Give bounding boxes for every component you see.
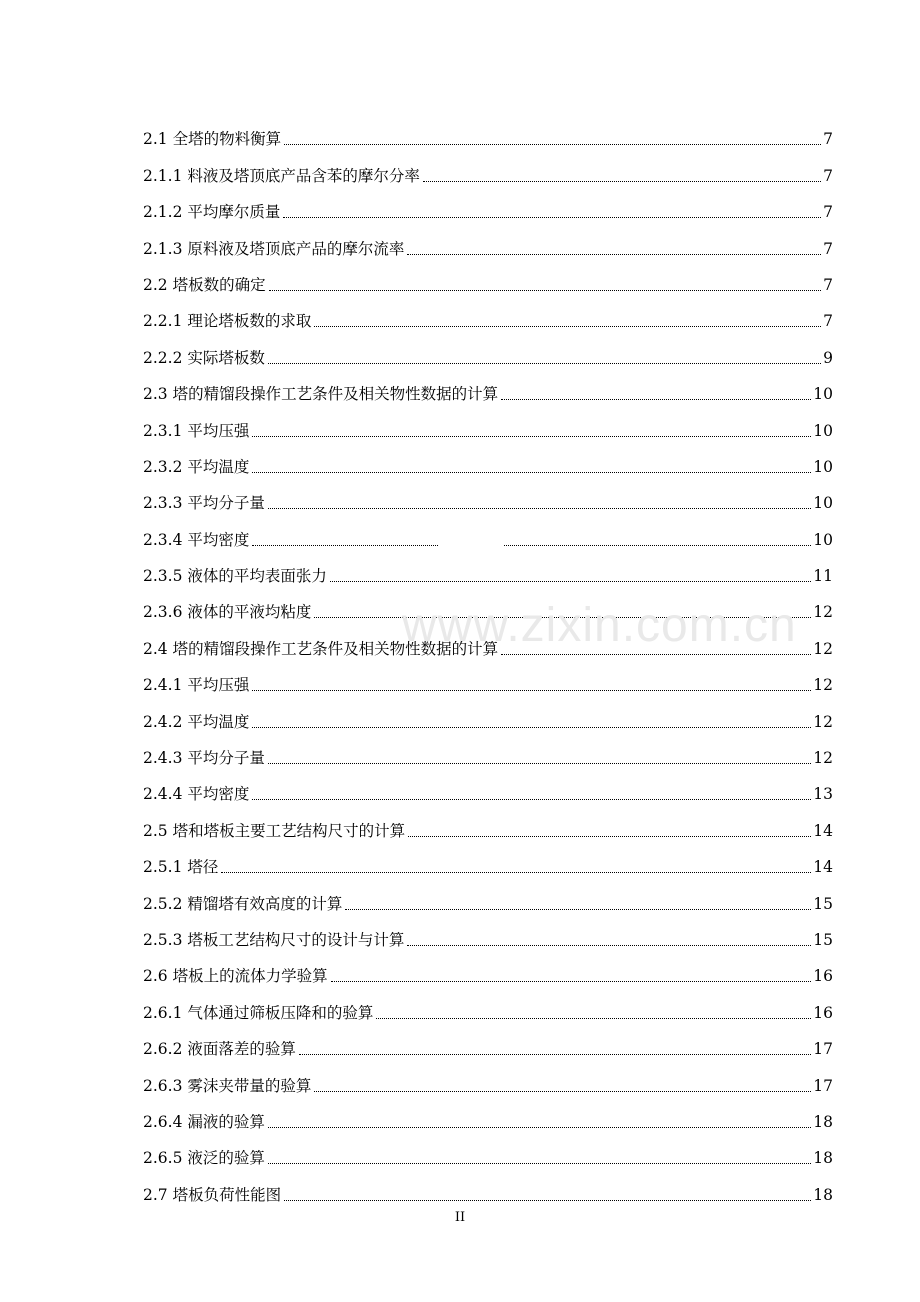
- dot-leader: [284, 1200, 811, 1201]
- toc-entry[interactable]: [143, 840, 833, 876]
- toc-entry-title: 2.3.2 平均温度: [143, 457, 250, 476]
- toc-entry-page: 17: [813, 1040, 833, 1059]
- dot-leader: [252, 436, 811, 437]
- toc-entry-page: 16: [813, 967, 833, 986]
- toc-entry[interactable]: [143, 694, 833, 730]
- toc-entry-page: 17: [813, 1076, 833, 1095]
- toc-entry-title: 2.2.1 理论塔板数的求取: [143, 312, 312, 331]
- watermark: www.zixin.com.cn: [402, 599, 797, 652]
- toc-entry-title: 2.4 塔的精馏段操作工艺条件及相关物性数据的计算: [143, 639, 499, 658]
- dot-leader: [268, 508, 811, 509]
- toc-entry-page: 7: [823, 239, 833, 258]
- toc-entry-title: 2.5.3 塔板工艺结构尺寸的设计与计算: [143, 930, 405, 949]
- toc-entry-page: 15: [813, 930, 833, 949]
- toc-entry-title: 2.3.4 平均密度: [143, 530, 250, 549]
- toc-entry[interactable]: [143, 731, 833, 767]
- toc-entry[interactable]: [143, 658, 833, 694]
- toc-entry[interactable]: [143, 1022, 833, 1058]
- toc-entry[interactable]: [143, 221, 833, 257]
- toc-entry-title: 2.3.5 液体的平均表面张力: [143, 567, 327, 586]
- table-of-contents: [143, 112, 833, 1204]
- toc-entry-page: 18: [813, 1149, 833, 1168]
- dot-leader: [268, 1127, 811, 1128]
- toc-entry-page: 14: [813, 858, 833, 877]
- toc-entry-title: 2.3.3 平均分子量: [143, 494, 265, 513]
- toc-entry[interactable]: [143, 112, 833, 148]
- toc-entry-page: 7: [823, 130, 833, 149]
- dot-leader: [501, 399, 811, 400]
- dot-leader: [268, 363, 821, 364]
- dot-leader: [252, 727, 811, 728]
- dot-leader: [284, 144, 821, 145]
- toc-entry-title: 2.6.4 漏液的验算: [143, 1112, 265, 1131]
- toc-entry-page: 12: [813, 676, 833, 695]
- toc-entry[interactable]: [143, 185, 833, 221]
- toc-entry-page: 18: [813, 1112, 833, 1131]
- toc-entry[interactable]: [143, 876, 833, 912]
- dot-leader: [345, 909, 811, 910]
- toc-entry[interactable]: [143, 913, 833, 949]
- toc-entry-title: 2.6 塔板上的流体力学验算: [143, 967, 328, 986]
- toc-entry-title: 2.4.4 平均密度: [143, 785, 250, 804]
- toc-entry-title: 2.4.1 平均压强: [143, 676, 250, 695]
- toc-entry-title: 2.2 塔板数的确定: [143, 275, 266, 294]
- toc-entry[interactable]: [143, 512, 833, 548]
- toc-entry-page: 10: [813, 385, 833, 404]
- toc-entry-title: 2.5.1 塔径: [143, 858, 219, 877]
- toc-entry[interactable]: [143, 258, 833, 294]
- toc-entry-page: 10: [813, 457, 833, 476]
- dot-leader: [423, 181, 821, 182]
- toc-entry[interactable]: [143, 1095, 833, 1131]
- dot-leader: [376, 1018, 811, 1019]
- dot-leader: [408, 836, 811, 837]
- toc-entry-title: 2.5 塔和塔板主要工艺结构尺寸的计算: [143, 821, 406, 840]
- toc-entry[interactable]: [143, 949, 833, 985]
- toc-entry-title: 2.6.2 液面落差的验算: [143, 1040, 296, 1059]
- toc-entry-page: 7: [823, 203, 833, 222]
- dot-leader: [504, 545, 811, 546]
- toc-entry-page: 12: [813, 712, 833, 731]
- toc-entry-title: 2.3 塔的精馏段操作工艺条件及相关物性数据的计算: [143, 385, 499, 404]
- dot-leader: [314, 1091, 811, 1092]
- page-number: II: [454, 1210, 466, 1225]
- dot-leader: [501, 654, 811, 655]
- dot-leader: [407, 945, 811, 946]
- dot-leader: [252, 799, 811, 800]
- dot-leader: [283, 217, 821, 218]
- toc-entry-page: 9: [823, 348, 833, 367]
- dot-leader: [252, 472, 811, 473]
- toc-entry[interactable]: [143, 767, 833, 803]
- toc-entry[interactable]: [143, 1058, 833, 1094]
- dot-leader: [314, 326, 821, 327]
- toc-entry-title: 2.1 全塔的物料衡算: [143, 130, 282, 149]
- toc-entry-page: 7: [823, 166, 833, 185]
- toc-entry-title: 2.6.5 液泛的验算: [143, 1149, 265, 1168]
- toc-entry-title: 2.1.1 料液及塔顶底产品含苯的摩尔分率: [143, 166, 420, 185]
- dot-leader: [252, 545, 438, 546]
- toc-entry-title: 2.3.1 平均压强: [143, 421, 250, 440]
- dot-leader: [268, 1163, 811, 1164]
- toc-entry-title: 2.1.3 原料液及塔顶底产品的摩尔流率: [143, 239, 405, 258]
- toc-entry-page: 12: [813, 639, 833, 658]
- dot-leader: [407, 254, 821, 255]
- toc-entry-page: 10: [813, 530, 833, 549]
- toc-entry-title: 2.4.3 平均分子量: [143, 749, 265, 768]
- toc-entry-title: 2.6.1 气体通过筛板压降和的验算: [143, 1003, 374, 1022]
- toc-entry-page: 7: [823, 312, 833, 331]
- toc-entry-page: 15: [813, 894, 833, 913]
- toc-entry-page: 16: [813, 1003, 833, 1022]
- toc-entry-page: 12: [813, 749, 833, 768]
- toc-entry[interactable]: [143, 985, 833, 1021]
- toc-entry-page: 18: [813, 1185, 833, 1204]
- toc-entry[interactable]: [143, 440, 833, 476]
- toc-entry-page: 11: [813, 567, 833, 586]
- toc-entry[interactable]: [143, 803, 833, 839]
- toc-entry-page: 10: [813, 494, 833, 513]
- toc-entry-title: 2.4.2 平均温度: [143, 712, 250, 731]
- dot-leader: [299, 1054, 811, 1055]
- dot-leader: [331, 981, 812, 982]
- toc-entry-title: 2.2.2 实际塔板数: [143, 348, 265, 367]
- toc-entry[interactable]: [143, 148, 833, 184]
- dot-leader: [221, 872, 811, 873]
- toc-entry-title: 2.5.2 精馏塔有效高度的计算: [143, 894, 343, 913]
- toc-entry-page: 13: [813, 785, 833, 804]
- toc-entry[interactable]: [143, 1131, 833, 1167]
- toc-entry-page: 12: [813, 603, 833, 622]
- toc-entry-title: 2.6.3 雾沫夹带量的验算: [143, 1076, 312, 1095]
- toc-entry[interactable]: [143, 549, 833, 585]
- dot-leader: [330, 581, 811, 582]
- toc-entry-page: 14: [813, 821, 833, 840]
- toc-entry[interactable]: [143, 294, 833, 330]
- dot-leader: [252, 690, 811, 691]
- dot-leader: [269, 290, 822, 291]
- toc-entry-title: 2.3.6 液体的平液均粘度: [143, 603, 312, 622]
- toc-entry-page: 7: [823, 275, 833, 294]
- toc-entry-title: 2.1.2 平均摩尔质量: [143, 203, 281, 222]
- toc-entry[interactable]: [143, 476, 833, 512]
- toc-entry[interactable]: [143, 1167, 833, 1203]
- dot-leader: [268, 763, 811, 764]
- toc-entry-page: 10: [813, 421, 833, 440]
- toc-entry-title: 2.7 塔板负荷性能图: [143, 1185, 282, 1204]
- toc-entry[interactable]: [143, 367, 833, 403]
- toc-entry[interactable]: [143, 330, 833, 366]
- toc-entry[interactable]: [143, 403, 833, 439]
